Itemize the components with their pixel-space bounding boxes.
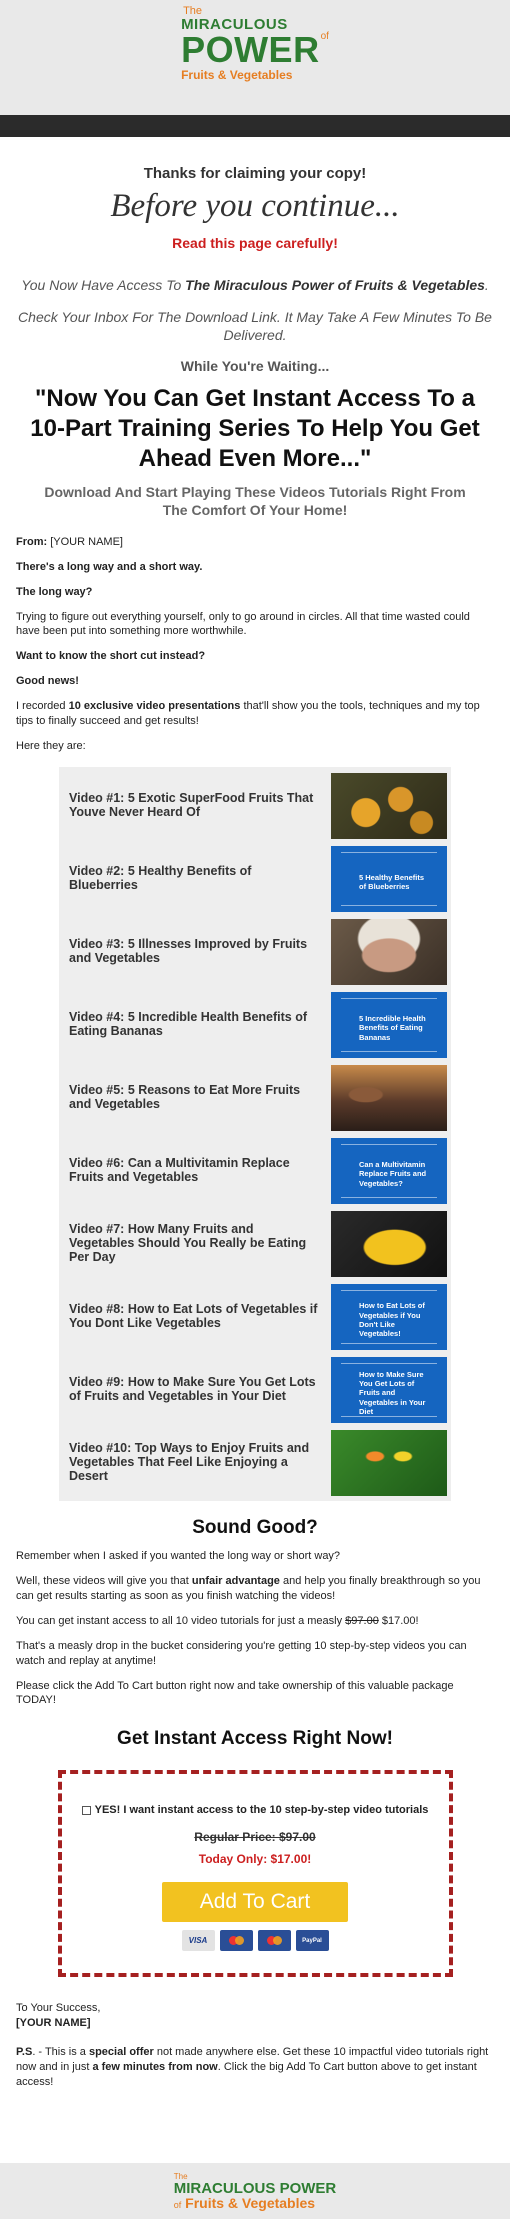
video-title: Video #5: 5 Reasons to Eat More Fruits and Vegetables xyxy=(69,1083,301,1111)
mastercard-icon xyxy=(258,1930,291,1951)
recorded-bold: 10 exclusive video presentations xyxy=(68,699,241,712)
video-thumbnail: 5 Healthy Benefits of Blueberries xyxy=(331,846,447,912)
video-row xyxy=(63,1061,447,1134)
ps-bold-1: special offer xyxy=(88,2045,154,2058)
ps-text-1: . - This is a xyxy=(32,2045,89,2058)
footer-logo-of: of xyxy=(173,2199,182,2210)
add-to-cart-button[interactable]: Add To Cart xyxy=(162,1882,348,1922)
logo-miraculous: MIRACULOUS xyxy=(181,16,288,33)
visa-icon: VISA xyxy=(182,1930,215,1951)
video-title: Video #2: 5 Healthy Benefits of Blueberries xyxy=(69,864,252,892)
video-row xyxy=(63,1134,447,1207)
waiting-heading: While You're Waiting... xyxy=(180,358,330,374)
offer-checkbox-label[interactable] xyxy=(80,1804,431,1816)
long-way-text: There's a long way and a short way. xyxy=(16,560,203,573)
video-title: Video #3: 5 Illnesses Improved by Fruits and Vegetables xyxy=(69,937,308,965)
video-row xyxy=(63,769,447,842)
video-title: Video #9: How to Make Sure You Get Lots of Fruits and Vegetables in Your Diet xyxy=(69,1375,316,1403)
video-title: Video #8: How to Eat Lots of Vegetables if You Dont Like Vegetables xyxy=(69,1302,318,1330)
footer-logo-the: The xyxy=(173,2171,188,2181)
video-thumbnail: Can a Multivitamin Replace Fruits and Vegetables? xyxy=(331,1138,447,1204)
site-footer xyxy=(0,2163,510,2219)
footer-logo-fruits xyxy=(174,2196,337,2210)
from-line xyxy=(16,535,494,550)
logo-fruits: Fruits & Vegetables xyxy=(181,68,293,82)
sound-good-heading: Sound Good? xyxy=(192,1517,318,1539)
access-suffix: . xyxy=(484,277,489,293)
main-content xyxy=(0,165,510,2089)
regular-price: Regular Price: $97.00 xyxy=(194,1830,316,1845)
footer-logo xyxy=(174,2173,337,2210)
sales-letter xyxy=(16,535,494,753)
video-thumbnail: How to Eat Lots of Vegetables if You Don't Like Vegetables! xyxy=(331,1284,447,1350)
access-message xyxy=(16,277,494,293)
ps-bold-2: a few minutes from now xyxy=(92,2060,218,2073)
signoff-name xyxy=(16,2016,494,2031)
signoff-name-text: [YOUR NAME] xyxy=(16,2017,91,2030)
thanks-heading: Thanks for claiming your copy! xyxy=(143,165,367,182)
footer-logo-fruits-text: Fruits & Vegetables xyxy=(185,2194,316,2211)
video-thumbnail xyxy=(331,773,447,839)
ps-label: P.S xyxy=(16,2045,33,2058)
advantage-suffix: and help you finally breakthrough so you can get results starting as soon as you finish watching the videos! xyxy=(16,1575,481,1603)
video-row xyxy=(63,1207,447,1280)
video-title: Video #7: How Many Fruits and Vegetables Should You Really be Eating Per Day xyxy=(69,1222,307,1264)
maestro-icon xyxy=(220,1930,253,1951)
video-list xyxy=(59,767,451,1501)
good-news-line xyxy=(16,674,494,689)
offer-checkbox[interactable] xyxy=(82,1806,91,1815)
price-paragraph xyxy=(16,1614,494,1629)
video-thumbnail: 5 Incredible Health Benefits of Eating Bananas xyxy=(331,992,447,1058)
access-prefix: You Now Have Access To xyxy=(21,277,186,293)
the-long-way-line xyxy=(16,585,494,600)
shortcut-line xyxy=(16,649,494,664)
advantage-bold: unfair advantage xyxy=(191,1575,280,1588)
video-row xyxy=(63,1353,447,1426)
recorded-suffix: that'll show you the tools, techniques and my top tips to finally succeed and get results! xyxy=(16,699,480,727)
logo-power: POWER xyxy=(181,29,320,70)
shortcut-text: Want to know the short cut instead? xyxy=(16,650,206,663)
good-news-text: Good news! xyxy=(16,675,79,688)
video-thumbnail xyxy=(331,1211,447,1277)
video-title: Video #4: 5 Incredible Health Benefits of Eating Bananas xyxy=(69,1010,308,1038)
video-row xyxy=(63,842,447,915)
today-price: Today Only: $17.00! xyxy=(198,1852,312,1867)
to-success: To Your Success, xyxy=(16,2002,101,2015)
video-thumbnail xyxy=(331,919,447,985)
advantage-prefix: Well, these videos will give you that xyxy=(16,1575,192,1588)
ps-text-3: . Click the big Add To Cart button above to get instant access! xyxy=(16,2060,477,2088)
offer-checkbox-text: YES! I want instant access to the 10 step-by-step video tutorials xyxy=(94,1804,429,1817)
inbox-message: Check Your Inbox For The Download Link. It May Take A Few Minutes To Be Delivered. xyxy=(18,309,492,343)
recorded-prefix: I recorded xyxy=(16,699,69,712)
video-thumbnail: How to Make Sure You Get Lots of Fruits and Vegetables in Your Diet xyxy=(331,1357,447,1423)
footer-logo-title xyxy=(174,2181,337,2196)
from-name: [YOUR NAME] xyxy=(47,536,123,548)
long-way-line xyxy=(16,560,494,575)
video-row xyxy=(63,915,447,988)
here-they-are: Here they are: xyxy=(16,739,86,752)
video-row xyxy=(63,988,447,1061)
video-title: Video #1: 5 Exotic SuperFood Fruits That Youve Never Heard Of xyxy=(69,791,314,819)
payment-methods xyxy=(80,1930,431,1951)
the-long-way-text: The long way? xyxy=(16,585,93,598)
pitch-copy xyxy=(16,1549,494,1708)
footer-logo-power: POWER xyxy=(279,2179,337,2197)
logo-the: The xyxy=(183,5,203,17)
site-header xyxy=(0,0,510,115)
before-heading: Before you continue... xyxy=(110,188,400,224)
video-thumbnail xyxy=(331,1065,447,1131)
paypal-icon: PayPal xyxy=(296,1930,329,1951)
video-title: Video #10: Top Ways to Enjoy Fruits and Vegetables That Feel Like Enjoying a Desert xyxy=(69,1441,310,1483)
offer-box xyxy=(58,1770,453,1977)
video-row xyxy=(63,1426,447,1499)
sub-headline: Download And Start Playing These Videos Tutorials Right From The Comfort Of Your Home! xyxy=(44,484,466,518)
recorded-paragraph xyxy=(16,699,494,729)
from-label: From: xyxy=(16,536,48,548)
drop-paragraph: That's a measly drop in the bucket considering you're getting 10 step-by-step videos you can watch and replay at anytime! xyxy=(16,1639,467,1667)
ps-paragraph xyxy=(16,2045,494,2090)
price-prefix: You can get instant access to all 10 video tutorials for just a measly xyxy=(16,1614,346,1627)
video-title: Video #6: Can a Multivitamin Replace Fruits and Vegetables xyxy=(69,1156,290,1184)
logo-of: of xyxy=(320,31,329,42)
click-paragraph: Please click the Add To Cart button right now and take ownership of this valuable package TODAY! xyxy=(16,1679,454,1707)
ps-text-2: not made anywhere else. Get these 10 impactful video tutorials right now and in just xyxy=(16,2045,489,2073)
remember-paragraph: Remember when I asked if you wanted the long way or short way? xyxy=(16,1550,341,1563)
signoff xyxy=(16,2001,494,2089)
brand-logo xyxy=(181,6,329,81)
video-thumbnail xyxy=(331,1430,447,1496)
read-carefully-notice: Read this page carefully! xyxy=(172,235,338,251)
footer-logo-miraculous: MIRACULOUS xyxy=(173,2179,276,2197)
header-divider-bar xyxy=(0,115,510,137)
trying-paragraph: Trying to figure out everything yourself, only to go around in circles. All that time wasted could have been put into something more worthwhile. xyxy=(16,610,470,638)
new-price: $17.00! xyxy=(378,1614,419,1627)
get-access-heading: Get Instant Access Right Now! xyxy=(117,1728,393,1750)
video-row xyxy=(63,1280,447,1353)
advantage-paragraph xyxy=(16,1574,494,1604)
old-price: $97.00 xyxy=(345,1614,379,1627)
access-product: The Miraculous Power of Fruits & Vegetables xyxy=(185,277,485,293)
main-headline: "Now You Can Get Instant Access To a 10-Part Training Series To Help You Get Ahead Even More..." xyxy=(30,385,480,472)
